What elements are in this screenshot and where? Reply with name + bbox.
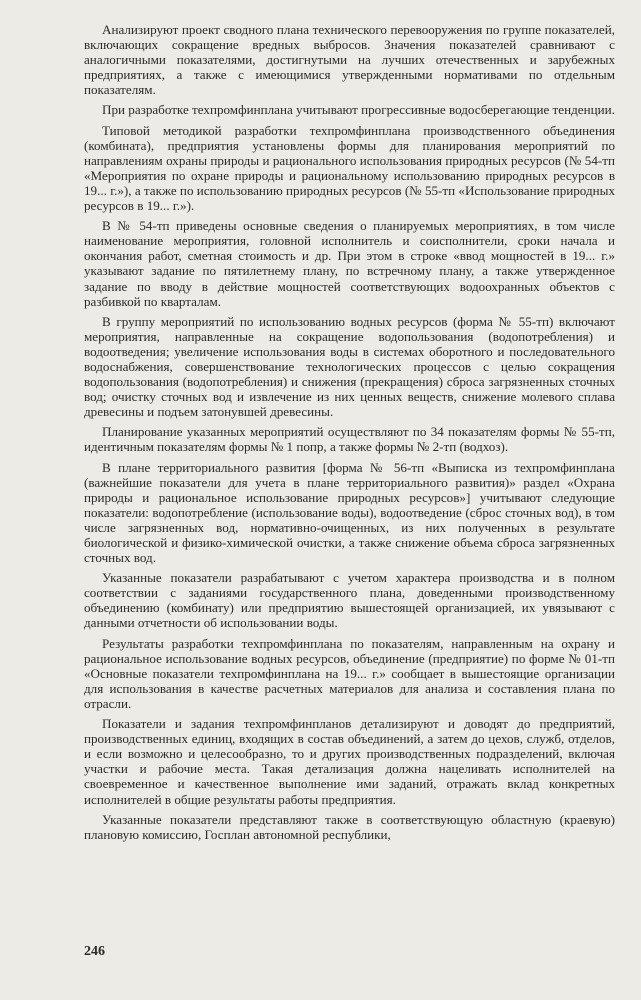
paragraph: В № 54-тп приведены основные сведения о планируемых мероприятиях, в том числе наименование мероприятия, головной исполнитель и соисполнители, сроки начала и окончания работ, сметная стоимость и др. При этом в строке «ввод мощностей в 19... г.» указывают задание по пятилетнему плану, по встречному плану, а также утвержденное задание по вводу в действие мощностей соответствующих водоохранных объектов с разбивкой по кварталам. — [84, 218, 615, 309]
paragraph: В группу мероприятий по использованию водных ресурсов (форма № 55-тп) включают мероприятия, направленные на сокращение водопользования (водопотребления) и водоотведения; увеличение использования воды в системах оборотного и последовательного водоснабжения, совершенствование технологических процессов с целью сокращения водопользования (водопотребления) и снижения (прекращения) сброса загрязненных сточных вод; очистку сточных вод и извлечение из них ценных веществ, снижение молевого сплава древесины и подъем затонувшей древесины. — [84, 313, 615, 420]
paragraph: Анализируют проект сводного плана технического перевооружения по группе показателей, включающих сокращение вредных выбросов. Значения показателей сравнивают с аналогичными показателями, достигнутыми на лучших отечественных и зарубежных предприятиях, а также с имеющимися утвержденными нормативами по отдельным показателям. — [84, 22, 615, 98]
paragraph: При разработке техпромфинплана учитывают прогрессивные водосберегающие тенденции. — [102, 102, 615, 118]
paragraph: Результаты разработки техпромфинплана по показателям, направленным на охрану и рациональное использование водных ресурсов, объединение (предприятие) по форме № 01-тп «Основные показатели техпромфинплана на 19... г.» сообщает в вышестоящие организации для использования в качестве расчетных материалов для анализа и составления плана по отрасли. — [84, 635, 615, 711]
paragraph: Указанные показатели разрабатывают с учетом характера производства и в полном соответствии с заданиями государственного плана, доведенными производственному объединению (комбинату) или предприятию вышестоящей организацией, их увязывают с данными отчетности об использовании воды. — [84, 570, 615, 631]
paragraph: Типовой методикой разработки техпромфинплана производственного объединения (комбината), предприятия установлены формы для планирования мероприятий по направлениям охраны природы и рационального использования природных ресурсов (№ 54-тп «Мероприятия по охране природы и рациональному использованию природных ресурсов в 19... г.»), а также по использованию природных ресурсов (№ 55-тп «Использование природных ресурсов в 19... г.»). — [84, 122, 615, 214]
page-number: 246 — [84, 944, 105, 959]
paragraph: Указанные показатели представляют также в соответствующую областную (краевую) плановую комиссию, Госплан автономной республики, — [84, 811, 615, 842]
paragraph: Показатели и задания техпромфинпланов детализируют и доводят до предприятий, производственных единиц, входящих в состав объединений, а затем до цехов, служб, отделов, и если возможно и целесообразно, то и других производственных подразделений, включая участки и рабочие места. Такая детализация должна нацеливать исполнителей на своевременное и качественное выполнение ими заданий, отражать вклад конкретных исполнителей в общие результаты работы предприятия. — [84, 716, 615, 807]
paragraph: Планирование указанных мероприятий осуществляют по 34 показателям формы № 55-тп, идентичным показателям формы № 1 попр, а также формы № 2-тп (водхоз). — [84, 424, 615, 455]
paragraph: В плане территориального развития [форма № 56-тп «Выписка из техпромфинплана (важнейшие показатели для учета в плане территориального развития)» раздел «Охрана природы и рациональное использование природных ресурсов»] учитывают следующие показатели: водопотребление (использование воды), водоотведение (сброс сточных вод), в том числе загрязненных вод, нормативно-очищенных, из них полученных в результате биологической и физико-химической очистки, а также снижение объема сброса загрязненных сточных вод. — [84, 459, 615, 566]
